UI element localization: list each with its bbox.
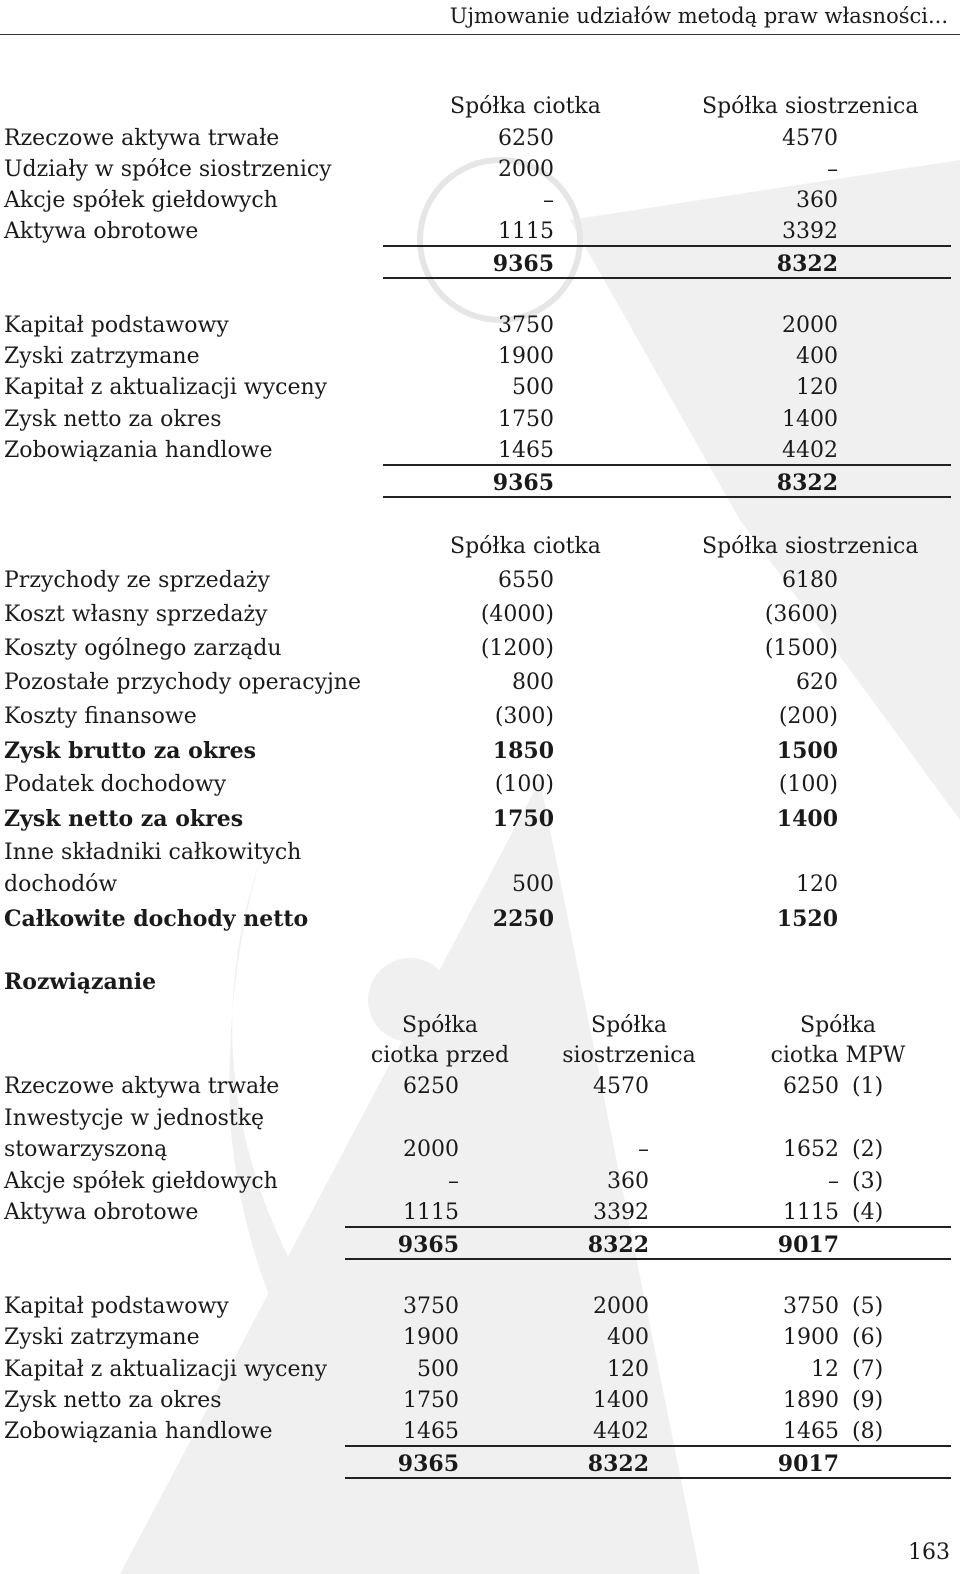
row-label: Zobowiązania handlowe: [4, 438, 273, 463]
table-row: [0, 1167, 960, 1197]
cell-value: 500: [512, 375, 554, 400]
cell-value: 3750: [783, 1294, 839, 1319]
table-rule: [383, 245, 951, 247]
table-row: [0, 1104, 960, 1134]
cell-value: 6550: [498, 568, 554, 593]
total-value: 8322: [587, 1232, 649, 1258]
row-label: Przychody ze sprzedaży: [4, 568, 270, 593]
table-row: [0, 217, 960, 247]
cell-value: 1520: [776, 906, 838, 932]
cell-value: 1750: [492, 806, 554, 832]
cell-value: 3392: [593, 1200, 649, 1225]
column-header: [738, 1011, 938, 1071]
table-row: [0, 838, 960, 868]
cell-value: (1500): [764, 636, 838, 661]
row-label: Kapitał z aktualizacji wyceny: [4, 1357, 328, 1382]
row-label: Koszty ogólnego zarządu: [4, 636, 282, 661]
cell-value: 4402: [593, 1419, 649, 1444]
cell-value: 4402: [782, 438, 838, 463]
table-row: [0, 770, 960, 800]
cell-value: 620: [796, 670, 838, 695]
column-header-line: Spółka: [591, 1013, 667, 1038]
note-ref: (1): [852, 1074, 884, 1099]
row-label: Udziały w spółce siostrzenicy: [4, 157, 332, 182]
column-header: Spółka siostrzenica: [702, 534, 919, 559]
row-label: Zyski zatrzymane: [4, 344, 200, 369]
table-rule: [345, 1226, 951, 1228]
row-label: Podatek dochodowy: [4, 772, 227, 797]
table-row: [0, 870, 960, 900]
cell-value: 1115: [498, 219, 554, 244]
cell-value: 3750: [498, 313, 554, 338]
total-value: 8322: [776, 251, 838, 277]
table-row: [0, 904, 960, 934]
table-rule: [345, 1477, 951, 1479]
cell-value: 6250: [783, 1074, 839, 1099]
table-row: [0, 436, 960, 466]
row-label: stowarzyszoną: [4, 1137, 168, 1162]
cell-value: 12: [811, 1357, 839, 1382]
table-row: [0, 600, 960, 630]
cell-value: 1115: [403, 1200, 459, 1225]
cell-value: 2250: [492, 906, 554, 932]
total-value: 8322: [776, 470, 838, 496]
table-row: [0, 1072, 960, 1102]
table-row: [0, 566, 960, 596]
cell-value: 1400: [776, 806, 838, 832]
row-label: Pozostałe przychody operacyjne: [4, 670, 361, 695]
total-value: 8322: [587, 1451, 649, 1477]
cell-value: 500: [417, 1357, 459, 1382]
table-rule: [345, 1445, 951, 1447]
table-row: [0, 1135, 960, 1165]
cell-value: 1115: [783, 1200, 839, 1225]
table-row: [0, 804, 960, 834]
row-label: Kapitał podstawowy: [4, 1294, 229, 1319]
row-label: Zysk brutto za okres: [4, 738, 257, 764]
table-row: [0, 405, 960, 435]
cell-value: (200): [778, 704, 838, 729]
table-rule: [383, 464, 951, 466]
cell-value: (100): [778, 772, 838, 797]
table-rule: [383, 496, 951, 498]
cell-value: 1465: [498, 438, 554, 463]
cell-value: –: [543, 188, 554, 213]
table-row: [0, 1323, 960, 1353]
cell-value: (1200): [480, 636, 554, 661]
cell-value: –: [448, 1169, 459, 1194]
column-header-line: siostrzenica: [562, 1043, 696, 1068]
cell-value: (100): [494, 772, 554, 797]
cell-value: (300): [494, 704, 554, 729]
cell-value: 1750: [403, 1388, 459, 1413]
running-header-title: Ujmowanie udziałów metodą praw własności...: [449, 4, 948, 28]
table-row: [0, 1292, 960, 1322]
total-value: 9365: [397, 1451, 459, 1477]
cell-value: 3750: [403, 1294, 459, 1319]
table-row: [0, 532, 960, 562]
row-label: Zysk netto za okres: [4, 806, 244, 832]
table-row: [0, 668, 960, 698]
row-label: Inne składniki całkowitych: [4, 840, 302, 865]
cell-value: 120: [796, 375, 838, 400]
cell-value: 800: [512, 670, 554, 695]
cell-value: 4570: [593, 1074, 649, 1099]
column-header: Spółka ciotka: [450, 94, 601, 119]
cell-value: 400: [796, 344, 838, 369]
table-row: [0, 736, 960, 766]
row-label: Zysk netto za okres: [4, 1388, 222, 1413]
cell-value: 2000: [593, 1294, 649, 1319]
cell-value: –: [638, 1137, 649, 1162]
note-ref: (7): [852, 1357, 884, 1382]
cell-value: 6250: [498, 126, 554, 151]
running-header: [0, 0, 960, 35]
table-rule: [383, 277, 951, 279]
cell-value: 360: [607, 1169, 649, 1194]
row-label: Akcje spółek giełdowych: [4, 1169, 278, 1194]
cell-value: 1400: [593, 1388, 649, 1413]
cell-value: 360: [796, 188, 838, 213]
table-row: [0, 468, 960, 498]
table-row: [0, 373, 960, 403]
table-row: [0, 1230, 960, 1260]
total-value: 9365: [397, 1232, 459, 1258]
column-header-line: Spółka: [800, 1013, 876, 1038]
row-label: Kapitał z aktualizacji wyceny: [4, 375, 328, 400]
cell-value: 2000: [403, 1137, 459, 1162]
cell-value: 1900: [498, 344, 554, 369]
note-ref: (4): [852, 1200, 884, 1225]
table-row: [0, 634, 960, 664]
row-label: dochodów: [4, 872, 118, 897]
cell-value: 6180: [782, 568, 838, 593]
table-row: [0, 311, 960, 341]
column-header: Spółka siostrzenica: [702, 94, 919, 119]
table-row: [0, 249, 960, 279]
table-row: [0, 1355, 960, 1385]
cell-value: 2000: [782, 313, 838, 338]
cell-value: –: [828, 1169, 839, 1194]
row-label: Rzeczowe aktywa trwałe: [4, 126, 280, 151]
table-row: [0, 702, 960, 732]
cell-value: –: [827, 157, 838, 182]
row-label: Aktywa obrotowe: [4, 1200, 199, 1225]
table-row: [0, 1449, 960, 1479]
column-header: [340, 1011, 540, 1071]
row-label: Koszty finansowe: [4, 704, 197, 729]
table-row: [0, 342, 960, 372]
cell-value: 1465: [783, 1419, 839, 1444]
cell-value: 1890: [783, 1388, 839, 1413]
cell-value: 1900: [783, 1325, 839, 1350]
cell-value: 120: [796, 872, 838, 897]
column-header: [529, 1011, 729, 1071]
row-label: Kapitał podstawowy: [4, 313, 229, 338]
row-label: Całkowite dochody netto: [4, 906, 309, 932]
table-row: [0, 967, 960, 997]
note-ref: (6): [852, 1325, 884, 1350]
total-value: 9365: [492, 470, 554, 496]
note-ref: (9): [852, 1388, 884, 1413]
table-row: [0, 92, 960, 122]
cell-value: 1850: [492, 738, 554, 764]
table-row: [0, 1417, 960, 1447]
row-label: Akcje spółek giełdowych: [4, 188, 278, 213]
table-row: [0, 186, 960, 216]
cell-value: 2000: [498, 157, 554, 182]
table-row: [0, 1198, 960, 1228]
cell-value: 4570: [782, 126, 838, 151]
row-label: Zysk netto za okres: [4, 407, 222, 432]
note-ref: (3): [852, 1169, 884, 1194]
column-header: Spółka ciotka: [450, 534, 601, 559]
table-row: [0, 155, 960, 185]
column-header-line: Spółka: [402, 1013, 478, 1038]
cell-value: 1465: [403, 1419, 459, 1444]
total-value: 9017: [777, 1232, 839, 1258]
cell-value: 1652: [783, 1137, 839, 1162]
cell-value: 1500: [776, 738, 838, 764]
note-ref: (8): [852, 1419, 884, 1444]
cell-value: 120: [607, 1357, 649, 1382]
table-rule: [345, 1258, 951, 1260]
cell-value: 1900: [403, 1325, 459, 1350]
cell-value: 1400: [782, 407, 838, 432]
table-row: [0, 1386, 960, 1416]
row-label: Aktywa obrotowe: [4, 219, 199, 244]
row-label: Koszt własny sprzedaży: [4, 602, 268, 627]
cell-value: 3392: [782, 219, 838, 244]
cell-value: 400: [607, 1325, 649, 1350]
row-label: Zyski zatrzymane: [4, 1325, 200, 1350]
note-ref: (2): [852, 1137, 884, 1162]
row-label: Rzeczowe aktywa trwałe: [4, 1074, 280, 1099]
column-header-line: ciotka przed: [370, 1043, 510, 1068]
cell-value: (4000): [480, 602, 554, 627]
section-title: Rozwiązanie: [4, 969, 157, 995]
cell-value: 6250: [403, 1074, 459, 1099]
table-row: [0, 124, 960, 154]
cell-value: 500: [512, 872, 554, 897]
cell-value: (3600): [764, 602, 838, 627]
note-ref: (5): [852, 1294, 884, 1319]
row-label: Inwestycje w jednostkę: [4, 1106, 265, 1131]
column-header-line: ciotka MPW: [770, 1043, 906, 1068]
total-value: 9365: [492, 251, 554, 277]
row-label: Zobowiązania handlowe: [4, 1419, 273, 1444]
page-number: 163: [908, 1540, 950, 1565]
total-value: 9017: [777, 1451, 839, 1477]
cell-value: 1750: [498, 407, 554, 432]
